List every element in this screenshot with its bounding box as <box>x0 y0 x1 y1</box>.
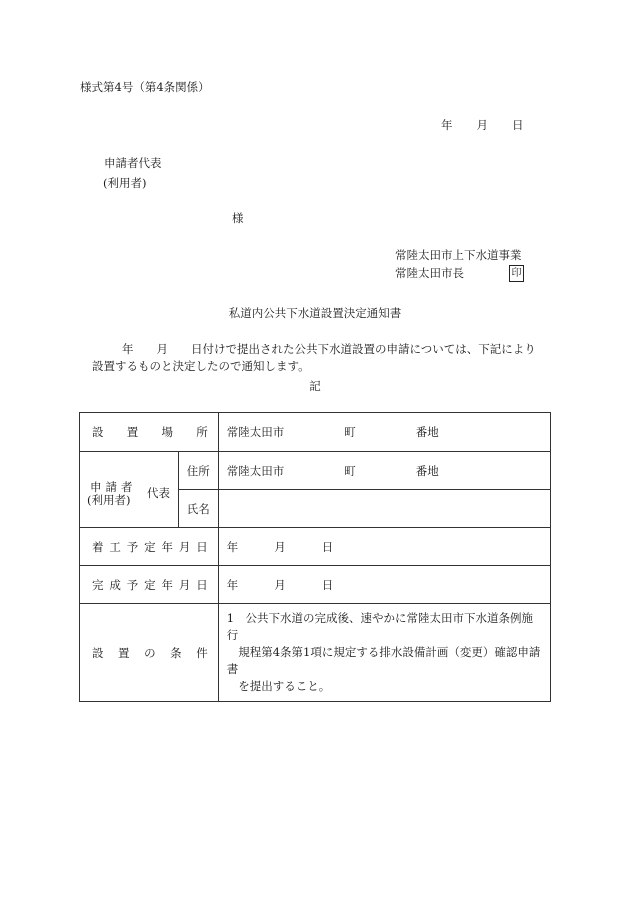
issuer-line1: 常陸太田市上下水道事業 <box>395 248 522 262</box>
location-banchi: 番地 <box>415 425 439 439</box>
address-value <box>218 452 550 490</box>
body-line2: 設置するものと決定したので通知します。 <box>92 359 310 373</box>
date-day: 日 <box>512 118 524 132</box>
completion-day: 日 <box>321 577 334 592</box>
row-completion <box>80 566 551 604</box>
address-label: 住所 <box>178 452 218 490</box>
location-town: 町 <box>344 425 356 439</box>
condition-line2: 規程第4条第1項に規定する排水設備計画（変更）確認申請書 <box>226 645 541 676</box>
applicant-label <box>80 452 179 528</box>
row-address <box>80 452 551 490</box>
start-value <box>218 528 550 566</box>
form-number: 様式第4号（第4条関係） <box>80 80 210 94</box>
completion-year: 年 <box>226 577 239 592</box>
row-location <box>80 413 551 452</box>
date-year: 年 <box>441 118 453 132</box>
applicant-label-l2: (利用者) <box>87 493 131 507</box>
notification-table <box>79 412 551 702</box>
address-city: 常陸太田市 <box>226 463 285 478</box>
completion-value <box>218 566 550 604</box>
addressee-line2: (利用者) <box>103 176 147 190</box>
issuer-line2: 常陸太田市長 <box>395 266 464 280</box>
conditions-text <box>218 604 550 702</box>
condition-line1: 1 公共下水道の完成後、速やかに常陸太田市下水道条例施行 <box>226 611 534 642</box>
start-month: 月 <box>274 539 286 554</box>
condition-line3: を提出すること。 <box>226 679 331 693</box>
completion-month: 月 <box>274 577 286 592</box>
ki-heading: 記 <box>309 379 321 393</box>
addressee-line1: 申請者代表 <box>104 156 162 170</box>
start-label: 着工予定年月日 <box>80 528 219 566</box>
location-city: 常陸太田市 <box>226 425 285 439</box>
location-label: 設置場所 <box>80 413 219 452</box>
document-title: 私道内公共下水道設置決定通知書 <box>228 306 402 320</box>
applicant-rep: 代表 <box>147 486 170 500</box>
row-conditions <box>80 604 551 702</box>
body-line1: 年 月 日付けで提出された公共下水道設置の申請については、下記により <box>122 342 536 356</box>
location-value <box>218 413 550 452</box>
start-year: 年 <box>226 539 239 554</box>
conditions-label: 設置の条件 <box>80 604 219 702</box>
name-value <box>218 490 550 528</box>
start-day: 日 <box>321 539 334 554</box>
addressee-honorific: 様 <box>232 211 244 225</box>
date-line <box>441 120 524 132</box>
row-start <box>80 528 551 566</box>
applicant-label-l1: 申請者 <box>90 480 137 494</box>
completion-label: 完成予定年月日 <box>80 566 219 604</box>
date-month: 月 <box>476 118 488 132</box>
name-label: 氏名 <box>178 490 218 528</box>
seal-mark: 印 <box>509 265 524 282</box>
address-town: 町 <box>344 463 356 478</box>
address-banchi: 番地 <box>415 463 439 478</box>
